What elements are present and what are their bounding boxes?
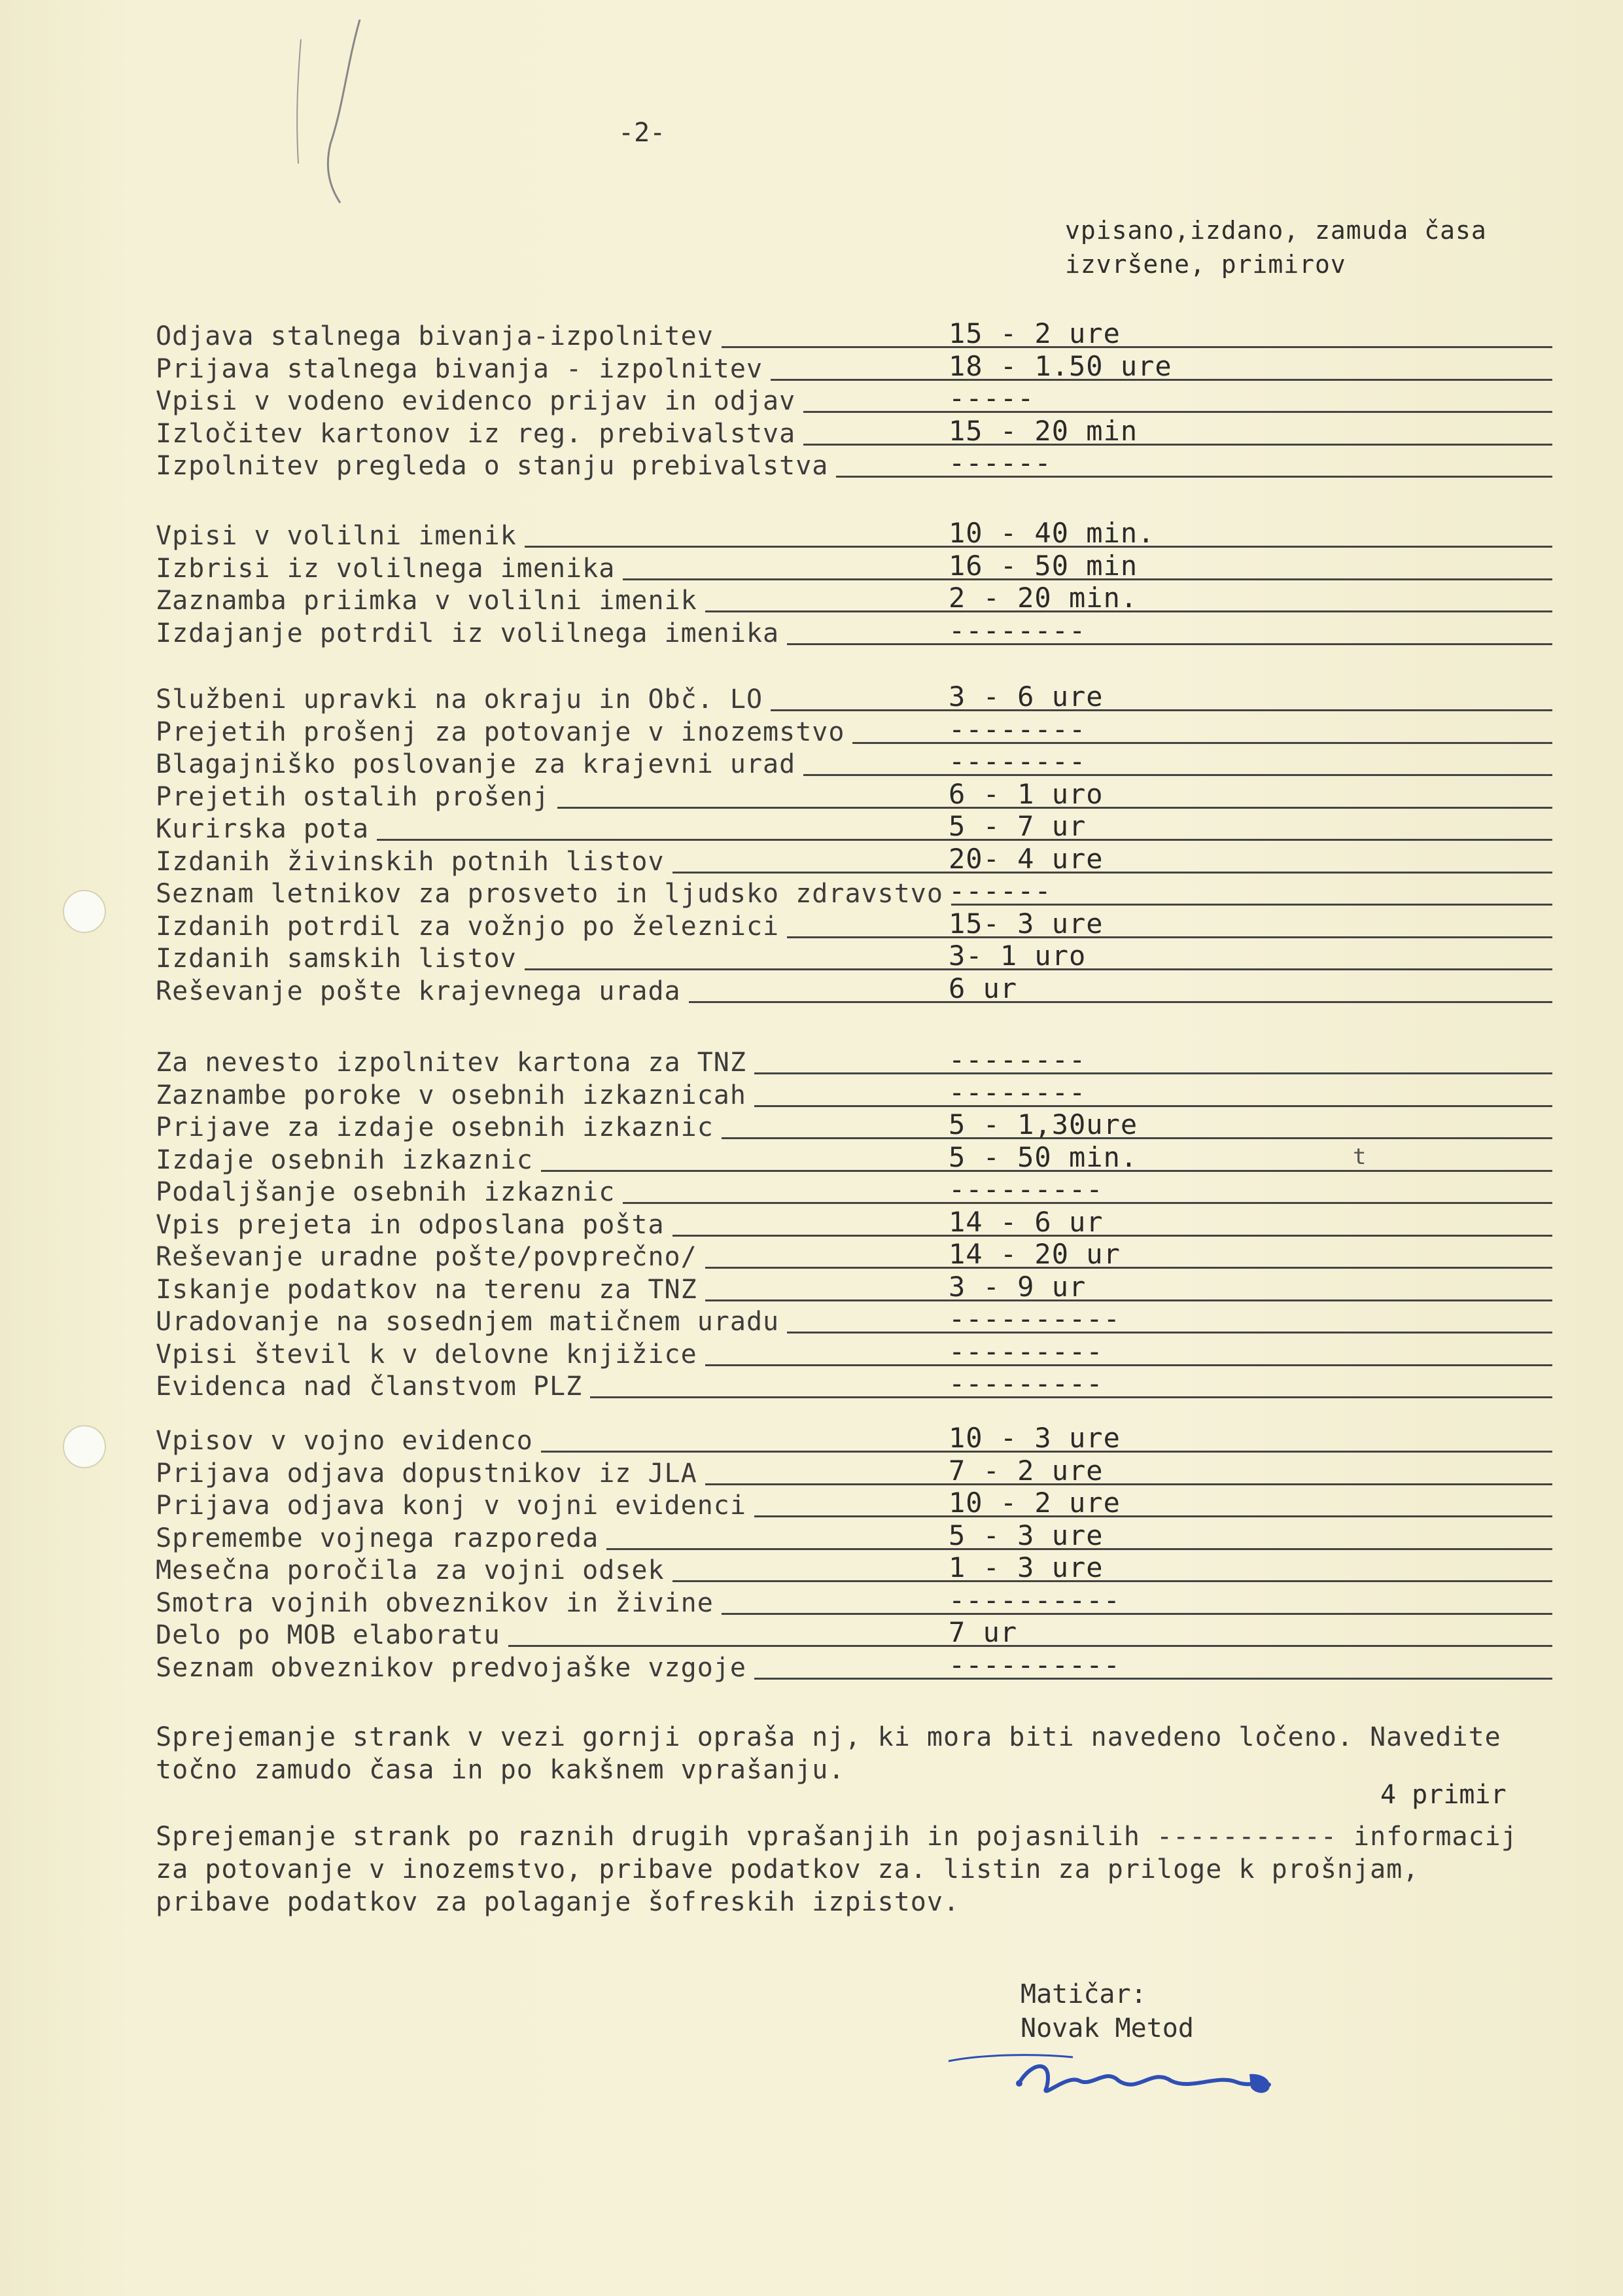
activity-label: Vpisi v volilni imenik bbox=[156, 521, 517, 551]
activity-label: Izdanih samskih listov bbox=[156, 944, 517, 974]
activity-value: 7 - 2 ure bbox=[949, 1454, 1104, 1487]
fill-line bbox=[754, 1072, 1552, 1074]
fill-line bbox=[787, 1332, 1552, 1333]
activity-value: 10 - 40 min. bbox=[949, 517, 1155, 549]
fill-line bbox=[722, 346, 1552, 348]
activity-value: 3 - 6 ure bbox=[949, 680, 1104, 713]
activity-row bbox=[0, 1303, 1623, 1337]
activity-value: -------- bbox=[949, 1076, 1087, 1108]
activity-row bbox=[0, 317, 1623, 352]
activity-value: 5 - 1,30ure bbox=[949, 1108, 1138, 1140]
activity-row bbox=[0, 549, 1623, 584]
activity-label: Prijava odjava dopustnikov iz JLA bbox=[156, 1458, 697, 1489]
paragraph-client-reception: Sprejemanje strank v vezi gornji opraša nj, ki mora biti navedeno ločeno. Navedite točno zamudo časa in po kakšnem vprašanju. bbox=[156, 1722, 1501, 1785]
column-header-line1: vpisano,izdano, zamuda časa bbox=[1065, 216, 1487, 245]
activity-row bbox=[0, 1140, 1623, 1176]
activity-label: Vpisov v vojno evidenco bbox=[156, 1426, 533, 1456]
activity-value: -------- bbox=[949, 745, 1087, 777]
activity-row bbox=[0, 745, 1623, 780]
activity-row bbox=[0, 1238, 1623, 1273]
column-header-line2: izvršene, primirov bbox=[1065, 250, 1346, 279]
activity-value: 14 - 20 ur bbox=[949, 1238, 1121, 1270]
activity-label: Prijava odjava konj v vojni evidenci bbox=[156, 1491, 746, 1521]
fill-line bbox=[705, 1364, 1552, 1366]
activity-row bbox=[0, 349, 1623, 385]
activity-row bbox=[0, 614, 1623, 649]
paragraph-other-questions: Sprejemanje strank po raznih drugih vprašanjih in pojasnilih ----------- informacij za potovanje v inozemstvo, pribave podatkov za. listin za priloge k prošnjam, pribave podatkov za polaganje šofreskih izpistov. bbox=[156, 1822, 1518, 1917]
activity-row bbox=[0, 1551, 1623, 1586]
activity-row bbox=[0, 1368, 1623, 1402]
activity-row bbox=[0, 1616, 1623, 1651]
fill-line bbox=[508, 1645, 1552, 1647]
fill-line bbox=[787, 936, 1552, 938]
fill-line bbox=[672, 1580, 1552, 1582]
fill-line bbox=[787, 643, 1552, 645]
activity-label: Izpolnitev pregleda o stanju prebivalstva bbox=[156, 451, 829, 481]
activity-value: ---------- bbox=[949, 1648, 1121, 1681]
activity-label: Uradovanje na sosednjem matičnem uradu bbox=[156, 1307, 780, 1337]
activity-value: 15 - 2 ure bbox=[949, 317, 1121, 349]
fill-line bbox=[803, 444, 1552, 446]
fill-line bbox=[672, 1235, 1552, 1237]
activity-label: Vpisi števil k v delovne knjižice bbox=[156, 1339, 697, 1369]
activity-label: Zaznamba priimka v volilni imenik bbox=[156, 586, 697, 616]
activity-value: ---------- bbox=[949, 1583, 1121, 1616]
activity-label: Podaljšanje osebnih izkaznic bbox=[156, 1177, 616, 1207]
activity-value: ------ bbox=[949, 447, 1052, 479]
activity-row bbox=[0, 517, 1623, 552]
activity-label: Vpisi v vodeno evidenco prijav in odjav bbox=[156, 386, 796, 416]
activity-value: 5 - 3 ure bbox=[949, 1519, 1104, 1551]
activity-value: 16 - 50 min bbox=[949, 549, 1138, 582]
activity-row bbox=[0, 1487, 1623, 1521]
activity-row bbox=[0, 1454, 1623, 1489]
fill-line bbox=[771, 709, 1552, 711]
fill-line bbox=[705, 1483, 1552, 1485]
activity-row bbox=[0, 907, 1623, 942]
fill-line bbox=[689, 1001, 1552, 1003]
activity-value: 6 ur bbox=[949, 972, 1018, 1004]
fill-line bbox=[672, 872, 1552, 874]
activity-label: Za nevesto izpolnitev kartona za TNZ bbox=[156, 1048, 746, 1078]
activity-label: Prijave za izdaje osebnih izkaznic bbox=[156, 1112, 714, 1142]
activity-label: Izločitev kartonov iz reg. prebivalstva bbox=[156, 418, 796, 449]
activity-value: 10 - 2 ure bbox=[949, 1487, 1121, 1519]
fill-line bbox=[754, 1515, 1552, 1517]
activity-row bbox=[0, 1270, 1623, 1305]
activity-label: Spremembe vojnega razporeda bbox=[156, 1523, 599, 1553]
activity-row bbox=[0, 414, 1623, 450]
activity-value: 3 - 9 ur bbox=[949, 1270, 1087, 1303]
activity-label: Blagajniško poslovanje za krajevni urad bbox=[156, 749, 796, 779]
signature-name: Novak Metod bbox=[1021, 2013, 1194, 2043]
activity-row bbox=[0, 382, 1623, 417]
fill-line bbox=[722, 1613, 1552, 1615]
activity-row bbox=[0, 875, 1623, 910]
activity-label: Delo po MOB elaboratu bbox=[156, 1620, 500, 1650]
activity-label: Izdanih živinskih potnih listov bbox=[156, 846, 665, 877]
activity-label: Službeni upravki na okraju in Obč. LO bbox=[156, 684, 763, 715]
handwritten-signature bbox=[942, 2035, 1282, 2113]
activity-label: Zaznambe poroke v osebnih izkaznicah bbox=[156, 1080, 746, 1110]
activity-value: 2 - 20 min. bbox=[949, 582, 1138, 614]
activity-label: Evidenca nad članstvom PLZ bbox=[156, 1371, 583, 1402]
activity-label: Smotra vojnih obveznikov in živine bbox=[156, 1587, 714, 1618]
activity-value: 15 - 20 min bbox=[949, 414, 1138, 447]
activity-value: 3- 1 uro bbox=[949, 940, 1087, 972]
activity-value: 15- 3 ure bbox=[949, 907, 1104, 940]
fill-line bbox=[836, 476, 1552, 478]
signature-title: Matičar: bbox=[1021, 1979, 1147, 2009]
activity-row bbox=[0, 1422, 1623, 1457]
page-number: -2- bbox=[618, 118, 666, 148]
activity-row bbox=[0, 680, 1623, 715]
activity-row bbox=[0, 1335, 1623, 1370]
fill-line bbox=[705, 1267, 1552, 1269]
activity-value: -------- bbox=[949, 713, 1087, 745]
activity-row bbox=[0, 1519, 1623, 1554]
activity-label: Seznam letnikov za prosveto in ljudsko zdravstvo bbox=[156, 879, 943, 909]
activity-value: 5 - 50 min. bbox=[949, 1140, 1138, 1173]
activity-value: ----- bbox=[949, 382, 1035, 414]
activity-label: Mesečna poročila za vojni odsek bbox=[156, 1555, 665, 1585]
activity-value: 5 - 7 ur bbox=[949, 810, 1087, 842]
activity-value: ---------- bbox=[949, 1303, 1121, 1335]
activity-row bbox=[0, 842, 1623, 877]
activity-row bbox=[0, 1173, 1623, 1208]
activity-row bbox=[0, 777, 1623, 813]
activity-value: --------- bbox=[949, 1335, 1104, 1368]
activity-value: ------ bbox=[949, 875, 1052, 907]
activity-label: Vpis prejeta in odposlana pošta bbox=[156, 1209, 665, 1240]
activity-value: 18 - 1.50 ure bbox=[949, 349, 1172, 382]
activity-row bbox=[0, 447, 1623, 482]
fill-line bbox=[705, 1299, 1552, 1301]
activity-value: 1 - 3 ure bbox=[949, 1551, 1104, 1583]
activity-row bbox=[0, 972, 1623, 1007]
activity-row bbox=[0, 1076, 1623, 1111]
activity-label: Prijava stalnega bivanja - izpolnitev bbox=[156, 353, 763, 384]
activity-label: Iskanje podatkov na terenu za TNZ bbox=[156, 1274, 697, 1305]
activity-value: 6 - 1 uro bbox=[949, 777, 1104, 810]
activity-row bbox=[0, 1044, 1623, 1078]
activity-row bbox=[0, 1583, 1623, 1619]
activity-value: 20- 4 ure bbox=[949, 842, 1104, 875]
activity-row bbox=[0, 713, 1623, 748]
fill-line bbox=[803, 774, 1552, 776]
fill-line bbox=[754, 1105, 1552, 1107]
activity-label: Izdaje osebnih izkaznic bbox=[156, 1144, 533, 1175]
activity-value: --------- bbox=[949, 1173, 1104, 1205]
activity-row bbox=[0, 1108, 1623, 1143]
activity-label: Izdajanje potrdil iz volilnega imenika bbox=[156, 618, 780, 648]
pencil-mark bbox=[262, 13, 393, 209]
fill-line bbox=[803, 411, 1552, 413]
activity-row bbox=[0, 1648, 1623, 1684]
activity-label: Reševanje uradne pošte/povprečno/ bbox=[156, 1242, 697, 1272]
activity-row bbox=[0, 582, 1623, 616]
paragraph-note: 4 primir bbox=[1380, 1780, 1507, 1810]
activity-label: Prejetih ostalih prošenj bbox=[156, 781, 550, 812]
activity-value: -------- bbox=[949, 1044, 1087, 1076]
activity-label: Kurirska pota bbox=[156, 814, 370, 844]
activity-label: Seznam obveznikov predvojaške vzgoje bbox=[156, 1652, 746, 1683]
activity-label: Reševanje pošte krajevnega urada bbox=[156, 976, 681, 1006]
activity-value: 7 ur bbox=[949, 1616, 1018, 1648]
activity-value: -------- bbox=[949, 614, 1087, 646]
activity-value: 14 - 6 ur bbox=[949, 1205, 1104, 1238]
activity-row bbox=[0, 940, 1623, 974]
activity-value: --------- bbox=[949, 1368, 1104, 1400]
activity-label: Izdanih potrdil za vožnjo po železnici bbox=[156, 911, 780, 942]
activity-value: 10 - 3 ure bbox=[949, 1422, 1121, 1454]
fill-line bbox=[754, 1678, 1552, 1680]
activity-row bbox=[0, 1205, 1623, 1241]
stray-mark: t bbox=[1353, 1144, 1367, 1170]
activity-row bbox=[0, 810, 1623, 845]
activity-label: Odjava stalnega bivanja-izpolnitev bbox=[156, 321, 714, 351]
activity-label: Izbrisi iz volilnega imenika bbox=[156, 553, 616, 584]
activity-label: Prejetih prošenj za potovanje v inozemstvo bbox=[156, 716, 845, 747]
